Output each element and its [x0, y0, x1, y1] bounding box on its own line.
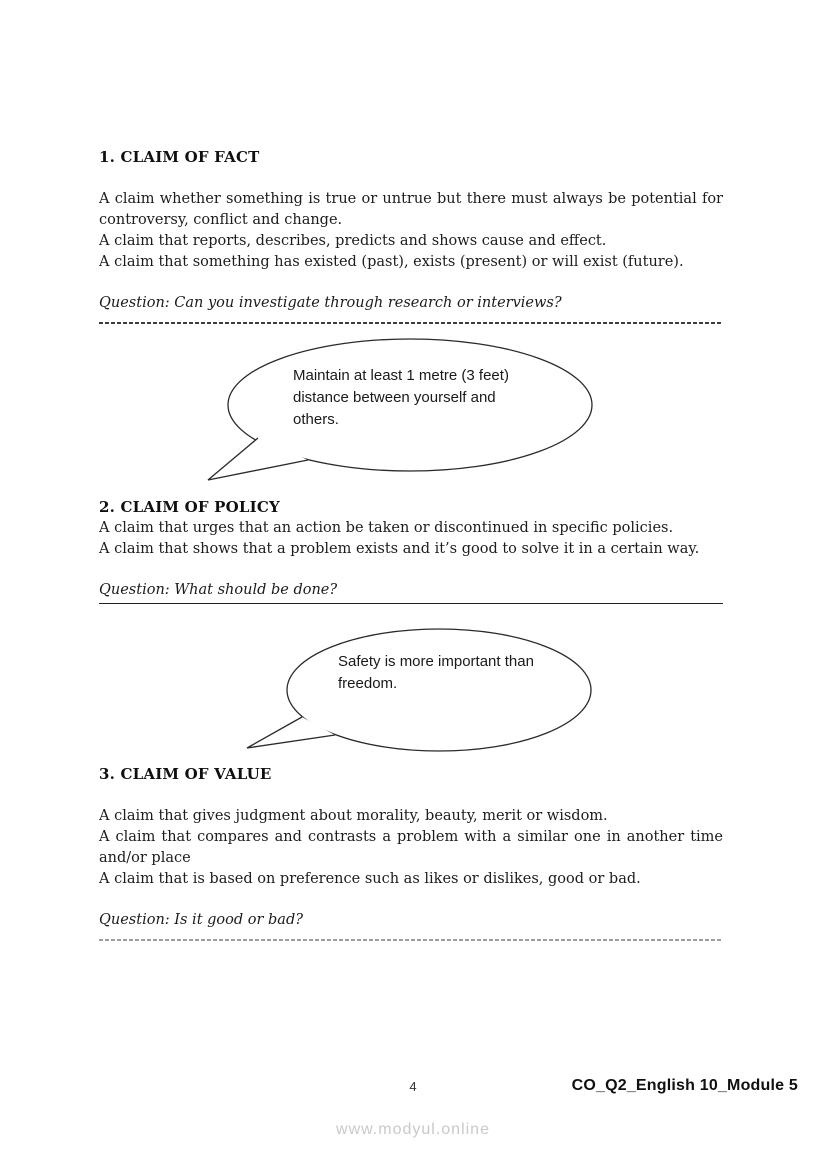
claim-line: A claim that gives judgment about morality, beauty, merit or wisdom. — [99, 808, 608, 824]
speech-bubble-1 — [198, 334, 598, 484]
section-claim-of-policy — [99, 497, 723, 604]
speech-bubble-2 — [235, 624, 605, 759]
claim-line: A claim that something has existed (past), exists (present) or will exist (future). — [99, 254, 684, 270]
watermark-text: www.modyul.online — [336, 1121, 490, 1138]
claim-line: A claim that is based on preference such as likes or dislikes, good or bad. — [99, 871, 641, 887]
divider-dashed-gray — [99, 939, 723, 941]
section-claim-of-value — [99, 764, 723, 941]
section-body — [99, 518, 723, 560]
module-code: CO_Q2_English 10_Module 5 — [571, 1077, 798, 1094]
question-text: Question: Is it good or bad? — [99, 912, 304, 928]
section-heading: 3. CLAIM OF VALUE — [99, 765, 272, 783]
divider-solid — [99, 603, 723, 604]
claim-line: A claim whether something is true or untrue but there must always be potential for controversy, conflict and change. — [99, 191, 723, 228]
section-claim-of-fact — [99, 147, 723, 324]
claim-line: A claim that urges that an action be taken or discontinued in specific policies. — [99, 520, 674, 536]
speech-bubble-text: Maintain at least 1 metre (3 feet) distance between yourself and others. — [293, 367, 509, 428]
question-text: Question: Can you investigate through research or interviews? — [99, 295, 562, 311]
claim-line: A claim that compares and contrasts a problem with a similar one in another time and/or place — [99, 829, 723, 866]
section-body — [99, 189, 723, 273]
speech-bubble-text: Safety is more important than freedom. — [338, 653, 534, 692]
question-text: Question: What should be done? — [99, 582, 338, 598]
claim-line: A claim that reports, describes, predicts and shows cause and effect. — [99, 233, 607, 249]
page-number: 4 — [409, 1079, 417, 1094]
section-body — [99, 806, 723, 890]
section-heading: 1. CLAIM OF FACT — [99, 148, 260, 166]
section-heading: 2. CLAIM OF POLICY — [99, 498, 280, 516]
divider-dashed-dark — [99, 322, 723, 324]
claim-line: A claim that shows that a problem exists and it’s good to solve it in a certain way. — [99, 541, 700, 557]
